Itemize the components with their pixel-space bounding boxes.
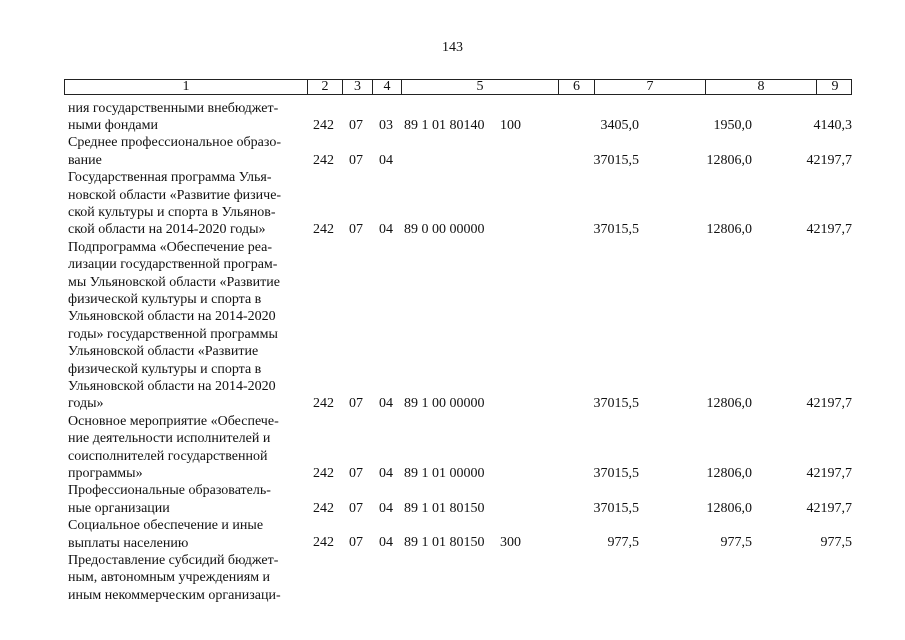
- cell-grbs: 242: [313, 222, 334, 238]
- cell-expense-type: 300: [500, 535, 521, 551]
- cell-amount-col8: 12806,0: [706, 500, 752, 516]
- row-name-line: ние деятельности исполнителей и: [68, 431, 271, 447]
- cell-podrazdel: 04: [379, 396, 393, 412]
- cell-amount-col7: 37015,5: [593, 152, 639, 168]
- column-header-2: 2: [307, 80, 342, 94]
- row-name-line: Социальное обеспечение и иные: [68, 518, 264, 534]
- page-number: 143: [442, 40, 463, 55]
- row-name: [68, 239, 303, 413]
- cell-expense-type: 100: [500, 117, 521, 133]
- row-name: [68, 517, 303, 552]
- cell-amount-col9: 4140,3: [813, 117, 852, 133]
- cell-amount-col9: 42197,7: [806, 500, 852, 516]
- cell-amount-col8: 1950,0: [713, 117, 752, 133]
- cell-podrazdel: 04: [379, 535, 393, 551]
- cell-razdel: 07: [349, 222, 363, 238]
- row-name-line: Среднее профессиональное образо-: [68, 135, 281, 151]
- cell-razdel: 07: [349, 396, 363, 412]
- cell-target-article: 89 1 00 00000: [404, 396, 485, 412]
- column-header-4: 4: [372, 80, 401, 94]
- cell-amount-col7: 3405,0: [600, 117, 639, 133]
- cell-grbs: 242: [313, 117, 334, 133]
- column-header-6: 6: [558, 80, 594, 94]
- row-name-line: Ульяновской области «Развитие: [68, 344, 259, 360]
- row-name-line: мы Ульяновской области «Развитие: [68, 274, 280, 290]
- cell-podrazdel: 04: [379, 152, 393, 168]
- cell-amount-col8: 12806,0: [706, 465, 752, 481]
- cell-amount-col7: 37015,5: [593, 396, 639, 412]
- cell-amount-col7: 37015,5: [593, 500, 639, 516]
- cell-amount-col7: 977,5: [607, 535, 639, 551]
- row-name-line: иным некоммерческим организаци-: [68, 587, 281, 603]
- row-name-line: ской области на 2014-2020 годы»: [68, 222, 266, 238]
- cell-razdel: 07: [349, 152, 363, 168]
- column-header-1: 1: [182, 79, 190, 94]
- row-name-line: Предоставление субсидий бюджет-: [68, 552, 279, 568]
- row-name-line: Ульяновской области на 2014-2020: [68, 378, 276, 394]
- row-name-line: соисполнителей государственной: [68, 448, 268, 464]
- row-name: [68, 413, 303, 483]
- cell-amount-col8: 977,5: [720, 535, 752, 551]
- cell-grbs: 242: [313, 500, 334, 516]
- row-name-line: ные организации: [68, 500, 170, 516]
- row-name: [68, 552, 303, 604]
- cell-grbs: 242: [313, 396, 334, 412]
- row-name: [68, 134, 303, 169]
- row-name-line: ными фондами: [68, 117, 159, 133]
- cell-razdel: 07: [349, 500, 363, 516]
- row-name-line: программы»: [68, 465, 143, 481]
- row-name-line: ным, автономным учреждениям и: [68, 570, 271, 586]
- column-header-9: 9: [816, 80, 853, 94]
- row-name-line: Государственная программа Улья-: [68, 170, 272, 186]
- cell-razdel: 07: [349, 117, 363, 133]
- cell-amount-col8: 12806,0: [706, 152, 752, 168]
- cell-amount-col9: 42197,7: [806, 222, 852, 238]
- row-name-line: годы» государственной программы: [68, 326, 278, 342]
- row-name: [68, 169, 303, 239]
- row-name-line: лизации государственной програм-: [68, 257, 278, 273]
- column-header-7: 7: [594, 80, 705, 94]
- cell-amount-col9: 977,5: [820, 535, 852, 551]
- cell-podrazdel: 04: [379, 465, 393, 481]
- column-header-5: 5: [401, 80, 558, 94]
- cell-target-article: 89 1 01 00000: [404, 465, 485, 481]
- cell-amount-col9: 42197,7: [806, 152, 852, 168]
- cell-target-article: 89 1 01 80150: [404, 535, 485, 551]
- cell-amount-col8: 12806,0: [706, 222, 752, 238]
- row-name-line: физической культуры и спорта в: [68, 291, 262, 307]
- cell-grbs: 242: [313, 152, 334, 168]
- cell-podrazdel: 04: [379, 222, 393, 238]
- cell-razdel: 07: [349, 535, 363, 551]
- row-name-line: Ульяновской области на 2014-2020: [68, 309, 276, 325]
- row-name-line: выплаты населению: [68, 535, 189, 551]
- row-name-line: Профессиональные образователь-: [68, 483, 271, 499]
- cell-grbs: 242: [313, 465, 334, 481]
- cell-target-article: 89 0 00 00000: [404, 222, 485, 238]
- column-header-3: 3: [342, 80, 372, 94]
- row-name-line: Основное мероприятие «Обеспече-: [68, 413, 279, 429]
- row-name-line: ния государственными внебюджет-: [68, 100, 279, 116]
- cell-razdel: 07: [349, 465, 363, 481]
- cell-target-article: 89 1 01 80150: [404, 500, 485, 516]
- cell-amount-col8: 12806,0: [706, 396, 752, 412]
- cell-podrazdel: 04: [379, 500, 393, 516]
- row-name-line: ской культуры и спорта в Ульянов-: [68, 204, 276, 220]
- column-header-8: 8: [705, 80, 816, 94]
- cell-amount-col7: 37015,5: [593, 222, 639, 238]
- row-name: [68, 482, 303, 517]
- row-name-line: вание: [68, 152, 102, 168]
- cell-amount-col7: 37015,5: [593, 465, 639, 481]
- row-name-line: годы»: [68, 396, 104, 412]
- cell-grbs: 242: [313, 535, 334, 551]
- row-name-line: физической культуры и спорта в: [68, 361, 262, 377]
- row-name-line: Подпрограмма «Обеспечение реа-: [68, 239, 273, 255]
- cell-amount-col9: 42197,7: [806, 465, 852, 481]
- row-name-line: новской области «Развитие физиче-: [68, 187, 282, 203]
- cell-podrazdel: 03: [379, 117, 393, 133]
- row-name: [68, 100, 303, 135]
- cell-amount-col9: 42197,7: [806, 396, 852, 412]
- cell-target-article: 89 1 01 80140: [404, 117, 485, 133]
